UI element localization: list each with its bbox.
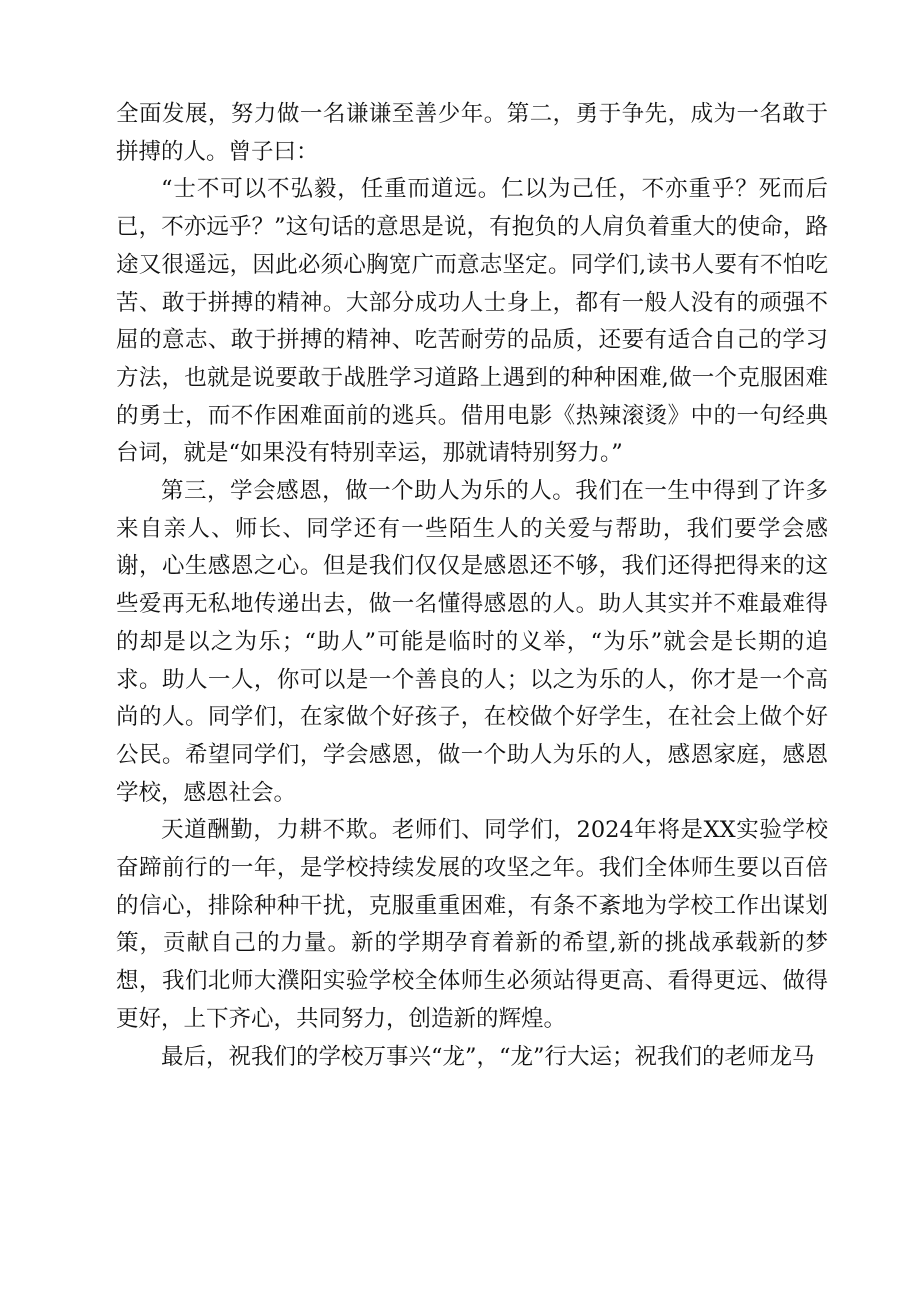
document-body (116, 96, 828, 1076)
paragraph-new-year: 天道酬勤，力耕不欺。老师们、同学们，2024年将是XX实验学校奋蹄前行的一年，是学校持续发展的攻坚之年。我们全体师生要以百倍的信心，排除种种干扰，克服重重困难，有条不紊地为学校工作出谋划策，贡献自己的力量。新的学期孕育着新的希望,新的挑战承载新的梦想，我们北师大濮阳实验学校全体师生必须站得更高、看得更远、做得更好，上下齐心，共同努力，创造新的辉煌。 (116, 817, 828, 1032)
paragraph-quote: “士不可以不弘毅，任重而道远。仁以为己任，不亦重乎？死而后已，不亦远乎？”这句话的意思是说，有抱负的人肩负着重大的使命，路途又很遥远，因此必须心胸宽广而意志坚定。同学们,读书人要有不怕吃苦、敢于拼搏的精神。大部分成功人士身上，都有一般人没有的顽强不屈的意志、敢于拼搏的精神、吃苦耐劳的品质，还要有适合自己的学习方法，也就是说要敢于战胜学习道路上遇到的种种困难,做一个克服困难的勇士，而不作困难面前的逃兵。借用电影《热辣滚烫》中的一句经典台词，就是“如果没有特别幸运，那就请特别努力。” (116, 176, 828, 467)
paragraph-closing: 最后，祝我们的学校万事兴“龙”，“龙”行大运；祝我们的老师龙马 (161, 1043, 815, 1070)
paragraph-gratitude: 第三，学会感恩，做一个助人为乐的人。我们在一生中得到了许多来自亲人、师长、同学还有一些陌生人的关爱与帮助，我们要学会感谢，心生感恩之心。但是我们仅仅是感恩还不够，我们还得把得来的这些爱再无私地传递出去，做一名懂得感恩的人。助人其实并不难最难得的却是以之为乐；“助人”可能是临时的义举，“为乐”就会是长期的追求。助人一人，你可以是一个善良的人；以之为乐的人，你才是一个高尚的人。同学们，在家做个好孩子，在校做个好学生，在社会上做个好公民。希望同学们，学会感恩，做一个助人为乐的人，感恩家庭，感恩学校，感恩社会。 (116, 478, 828, 806)
paragraph-continuation: 全面发展，努力做一名谦谦至善少年。第二，勇于争先，成为一名敢于拼搏的人。曾子曰： (116, 101, 828, 165)
